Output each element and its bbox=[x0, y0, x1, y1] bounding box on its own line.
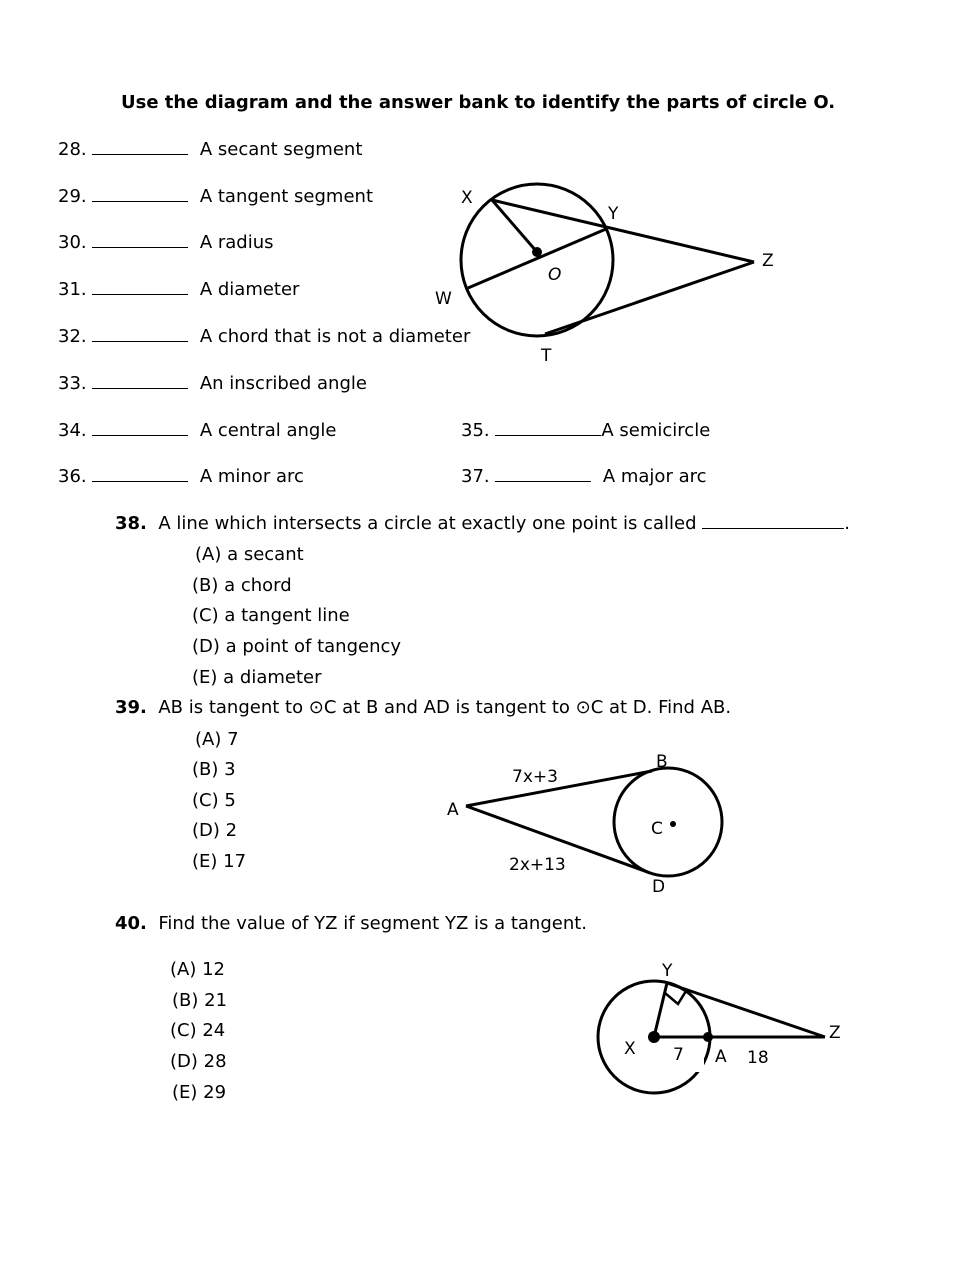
item-30: 30. A radius bbox=[58, 232, 274, 253]
center-point-x bbox=[648, 1031, 660, 1043]
label-y: Y bbox=[608, 204, 619, 224]
item-28: 28. A secant segment bbox=[58, 139, 363, 160]
item-34: 34. A central angle bbox=[58, 420, 337, 441]
label-xa-length: 7 bbox=[673, 1045, 684, 1065]
arc-gap bbox=[690, 1052, 704, 1072]
q38-option-c[interactable]: (C) a tangent line bbox=[192, 605, 350, 626]
label-a: A bbox=[447, 800, 459, 820]
point-a bbox=[703, 1032, 713, 1042]
q38-option-d[interactable]: (D) a point of tangency bbox=[192, 636, 402, 657]
item-33: 33. An inscribed angle bbox=[58, 373, 367, 394]
q40-option-b[interactable]: (B) 21 bbox=[172, 990, 228, 1011]
label-a: A bbox=[715, 1047, 727, 1067]
tangent-yz bbox=[667, 983, 825, 1037]
item-31: 31. A diameter bbox=[58, 279, 300, 300]
item-37: 37. A major arc bbox=[461, 466, 707, 487]
q38-option-e[interactable]: (E) a diameter bbox=[192, 667, 322, 688]
label-az-length: 18 bbox=[747, 1048, 769, 1068]
label-z: Z bbox=[829, 1023, 841, 1043]
label-b: B bbox=[656, 752, 668, 772]
question-39: 39. AB is tangent to ⊙C at B and AD is tangent to ⊙C at D. Find AB. bbox=[115, 697, 732, 718]
label-d: D bbox=[652, 877, 666, 897]
label-x: X bbox=[624, 1039, 636, 1059]
label-ad-length: 2x+13 bbox=[509, 855, 566, 875]
question-38: 38. A line which intersects a circle at exactly one point is called . bbox=[115, 513, 850, 534]
q40-option-d[interactable]: (D) 28 bbox=[170, 1051, 227, 1072]
q40-option-c[interactable]: (C) 24 bbox=[170, 1020, 226, 1041]
label-y: Y bbox=[662, 961, 673, 981]
item-36: 36. A minor arc bbox=[58, 466, 304, 487]
radius-xy bbox=[654, 983, 667, 1037]
q39-option-c[interactable]: (C) 5 bbox=[192, 790, 236, 811]
label-ab-length: 7x+3 bbox=[512, 767, 558, 787]
right-angle-mark bbox=[665, 991, 686, 1004]
label-c: C bbox=[651, 819, 663, 839]
q38-option-b[interactable]: (B) a chord bbox=[192, 575, 292, 596]
q39-option-d[interactable]: (D) 2 bbox=[192, 820, 238, 841]
q39-option-e[interactable]: (E) 17 bbox=[192, 851, 247, 872]
q40-option-e[interactable]: (E) 29 bbox=[172, 1082, 227, 1103]
label-o: O bbox=[548, 265, 562, 285]
q39-option-a[interactable]: (A) 7 bbox=[195, 729, 239, 750]
question-40: 40. Find the value of YZ if segment YZ is a tangent. bbox=[115, 913, 588, 934]
q40-option-a[interactable]: (A) 12 bbox=[170, 959, 225, 980]
item-29: 29. A tangent segment bbox=[58, 186, 373, 207]
label-t: T bbox=[541, 346, 552, 366]
label-w: W bbox=[435, 289, 452, 309]
q38-option-a[interactable]: (A) a secant bbox=[195, 544, 304, 565]
label-z: Z bbox=[762, 251, 774, 271]
q39-option-b[interactable]: (B) 3 bbox=[192, 759, 236, 780]
item-35: 35. A semicircle bbox=[461, 420, 711, 441]
label-x: X bbox=[461, 188, 473, 208]
instructions: Use the diagram and the answer bank to identify the parts of circle O. bbox=[121, 92, 836, 113]
item-32: 32. A chord that is not a diameter bbox=[58, 326, 471, 347]
